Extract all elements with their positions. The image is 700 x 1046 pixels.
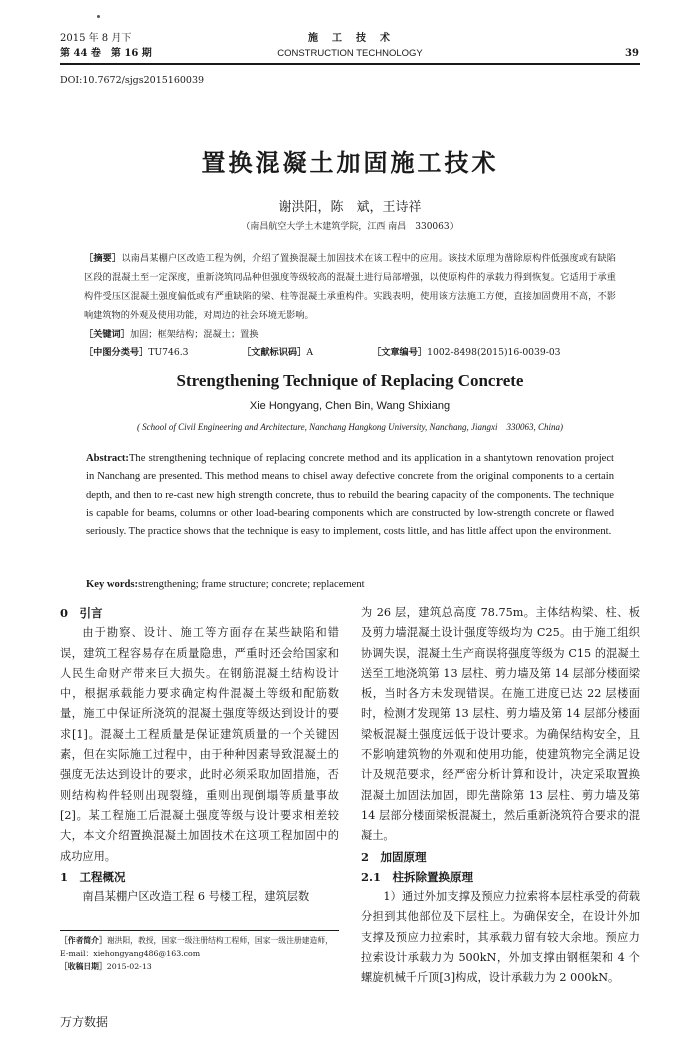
section-2-1-title: 2.1 柱拆除置换原理	[361, 869, 474, 884]
left-column	[60, 603, 339, 907]
title-cn: 置换混凝土加固施工技术	[201, 148, 499, 177]
header-page-number: 39	[625, 48, 639, 59]
keywords-en-label: Key words:	[86, 579, 139, 590]
header-date: 2015 年 8 月下	[60, 33, 132, 44]
clc-value: TU746.3	[148, 347, 189, 358]
keywords-en-text: strengthening; frame structure; concrete; replacement	[138, 579, 365, 590]
doi: DOI:10.7672/sjgs2015160039	[60, 75, 205, 86]
abstract-en-label: Abstract:	[86, 453, 129, 464]
classification-line	[84, 343, 616, 362]
section-2-title: 2 加固原理	[361, 849, 427, 864]
abstract-cn-text: 以南昌某棚户区改造工程为例，介绍了置换混凝土加固技术在该工程中的应用。该技术原理为凿除原构件低强度或有缺陷区段的混凝土至一定深度，重新浇筑同品种但强度等级较高的混凝土进行局部增强，以使原构件的承载力得到恢复。它适用于承重构件受压区混凝土强度偏低或有严重缺陷的梁、柱等混凝土承重构件。实践表明，使用该方法施工方便，直接加固费用不高，不影响建筑物的外观及使用功能，对周边的社会环境无影响。	[84, 253, 616, 321]
doc-code-label: ［文献标识码］	[242, 347, 307, 358]
clc-label: ［中图分类号］	[84, 347, 149, 358]
scan-dot	[97, 15, 100, 18]
header-journal-cn: 施 工 技 术	[308, 33, 392, 44]
footnote-received-text: 2015-02-13	[106, 962, 152, 971]
header-volume: 第 44 卷 第 16 期	[60, 48, 152, 59]
keywords-cn-text: 加固；框架结构；混凝土；置换	[129, 329, 259, 340]
authors-cn: 谢洪阳，陈 斌，王诗祥	[278, 200, 422, 215]
footnote-author-label: ［作者简介］	[60, 936, 107, 945]
footnote-received	[60, 961, 339, 974]
watermark: 万方数据	[60, 1015, 109, 1029]
abstract-cn-label: ［摘要］	[84, 253, 122, 264]
affiliation-en: ( School of Civil Engineering and Architecture, Nanchang Hangkong University, Nanchang, Jiangxi 330063, China)	[136, 422, 564, 432]
doc-code-value: A	[306, 347, 313, 358]
footnote-rule	[60, 930, 339, 931]
section-1-paragraph: 南昌某棚户区改造工程 6 号楼工程，建筑层数	[82, 890, 310, 904]
abstract-cn	[84, 249, 616, 325]
section-0-paragraph: 由于勘察、设计、施工等方面存在某些缺陷和错误，建筑工程容易存在质量隐患，严重时还会给国家和人民生命财产带来巨大损失。在钢筋混凝土结构设计中，根据承载能力要求确定构件混凝土等级和配筋数量，施工中保证所浇筑的混凝土强度等级达到设计的要求[1]。混凝土工程质量是保证建筑质量的一个关键因素，但在实际施工过程中，由于种种因素导致混凝土的强度无法达到设计的要求，此时必须采取加固措施，否则结构构件轻则出现裂缝，重则出现倒塌等质量事故[2]。某工程施工后混凝土强度等级与设计要求相差较大，本文介绍置换混凝土加固技术在这项工程加固中的成功应用。	[60, 626, 339, 863]
keywords-cn-label: ［关键词］	[84, 329, 130, 340]
article-no-label: ［文章编号］	[372, 347, 428, 358]
header-rule	[60, 63, 640, 65]
footnote-author	[60, 935, 339, 960]
affiliation-cn: （南昌航空大学土木建筑学院，江西 南昌 330063）	[241, 222, 459, 232]
authors-en: Xie Hongyang, Chen Bin, Wang Shixiang	[249, 400, 451, 412]
article-no-value: 1002-8498(2015)16-0039-03	[427, 347, 561, 358]
section-1-title: 1 工程概况	[60, 869, 126, 884]
abstract-en	[86, 450, 614, 541]
right-column	[361, 603, 640, 989]
title-en: Strengthening Technique of Replacing Concrete	[176, 371, 524, 390]
footnote-received-label: ［收稿日期］	[60, 962, 107, 971]
header-journal-en: CONSTRUCTION TECHNOLOGY	[277, 48, 423, 59]
keywords-en	[86, 576, 614, 594]
right-paragraph-1: 为 26 层，建筑总高度 78.75m。主体结构梁、柱、板及剪力墙混凝土设计强度等级均为 C25。由于施工组织协调失误，混凝土生产商误将强度等级为 C15 的混凝土送至工地浇筑第 13 层柱、剪力墙及第 14 层部分楼面梁板，当时各方未发现错误。在施工进度已达 22 层楼面时，检测才发现第 13 层柱、剪力墙及第 14 层部分楼面梁板混凝土强度远低于设计要求。为确保结构安全，且不影响建筑物的外观和使用功能，使建筑物完全满足设计及规范要求，经严密分析计算和设计，决定采取置换混凝土加固法加固，即先凿除第 13 层柱、剪力墙及第 14 层部分楼面梁板混凝土，然后重新浇筑符合要求的混凝土。	[361, 606, 640, 843]
footnote-author-text: 谢洪阳，教授，国家一级注册结构工程师，国家一级注册建造师，E-mail：xiehongyang486@163.com	[60, 936, 333, 958]
abstract-en-text: The strengthening technique of replacing concrete method and its application in a shantytown renovation project in Nanchang are presented. This method means to chisel away defective concrete from the original components to a certain depth, and then to re-cast new high strength concrete, thus to rebuild the bearing capacity of the components. The technique is capable for beams, columns or other load-bearing components which are constructed by low-strength concrete or flawed seriously. The practice shows that the technique is easy to implement, costs little, and has little affect upon the environment.	[86, 453, 614, 538]
keywords-cn	[84, 325, 616, 344]
right-paragraph-2: 1）通过外加支撑及预应力拉索将本层柱承受的荷载分担到其他部位及下层柱上。为确保安全，在设计外加支撑及预应力拉索时，其承载力留有较大余地。预应力拉索设计承载力为 500kN，外加支撑由钢框架和 4 个螺旋机械千斤顶[3]构成，设计承载力为 2 000kN。	[361, 890, 640, 985]
section-0-title: 0 引言	[60, 606, 103, 620]
